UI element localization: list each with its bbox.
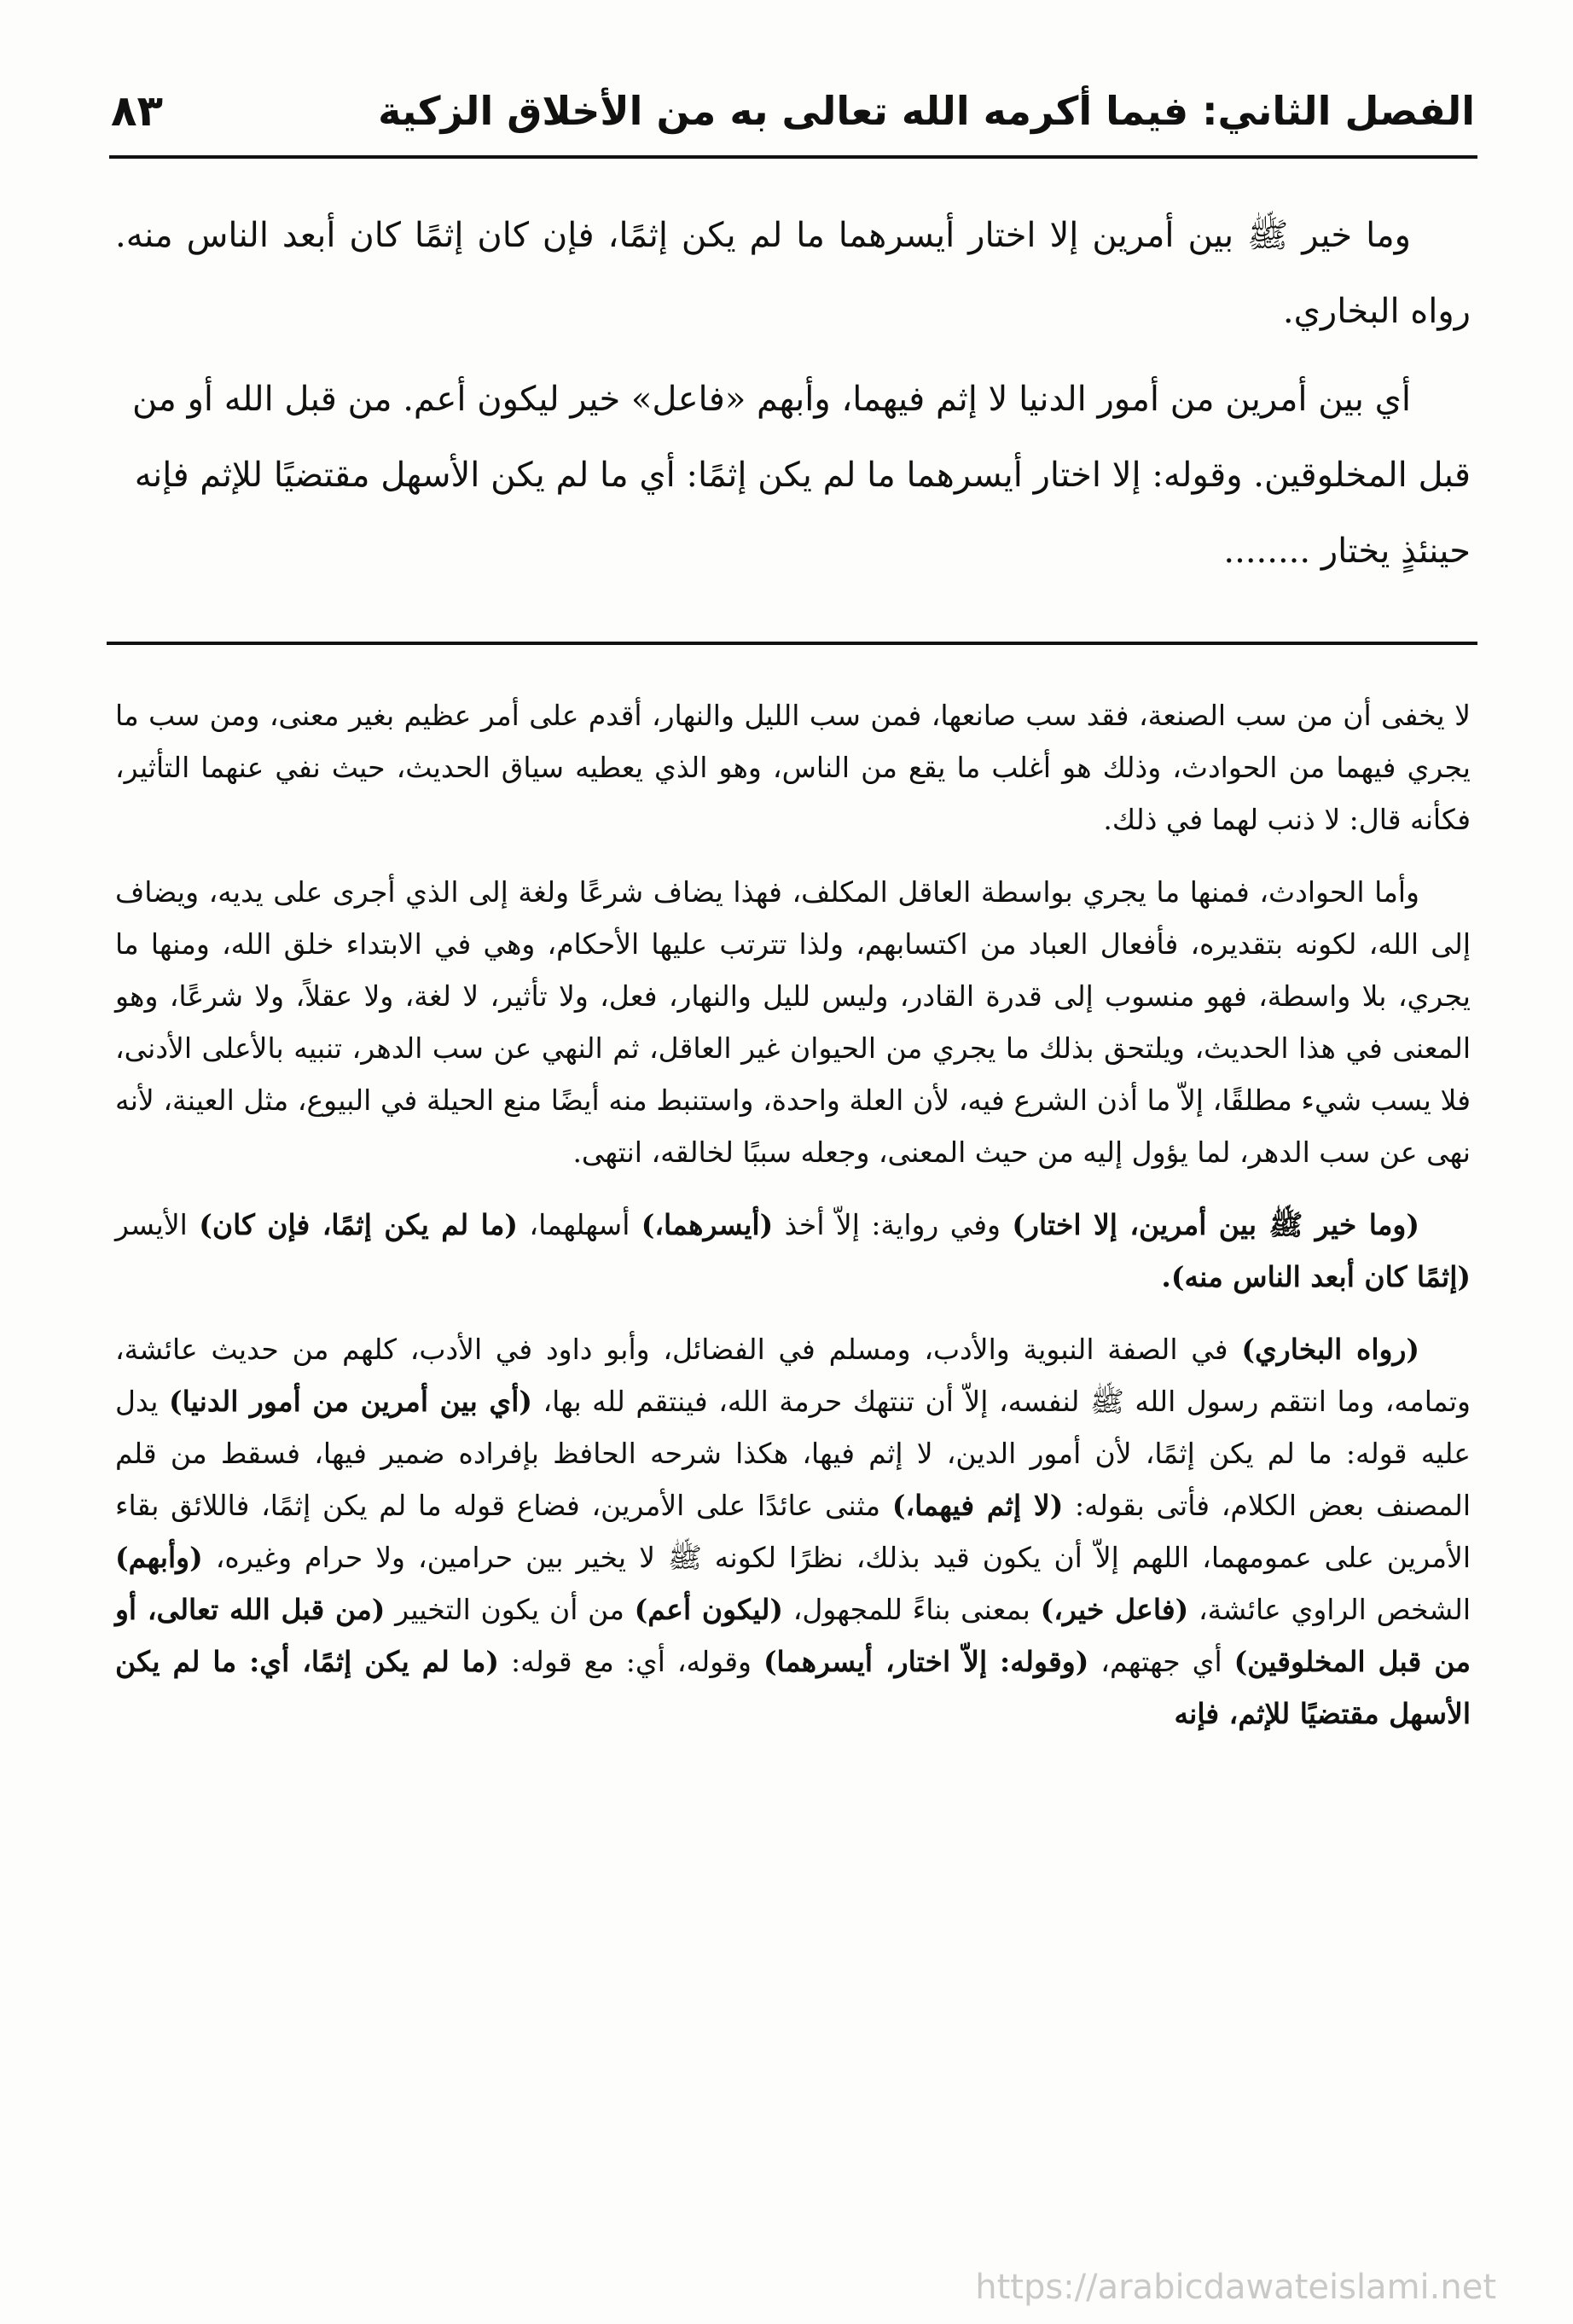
main-paragraph-1: وما خير ﷺ بين أمرين إلا اختار أيسرهما ما لم يكن إثمًا، فإن كان إثمًا كان أبعد الناس منه. رواه البخاري. <box>115 216 1471 331</box>
chapter-title: الفصل الثاني: فيما أكرمه الله تعالى به من الأخلاق الزكية <box>378 88 1475 134</box>
quoted-phrase: (أي بين أمرين من أمور الدنيا) <box>169 1385 532 1418</box>
quoted-phrase: (أيسرهما،) <box>641 1208 774 1241</box>
commentary-text-span: يدل عليه قوله: ما لم يكن إثمًا، لأن أمور الدين، لا إثم فيها، هكذا شرحه الحافظ بإفراده ضمير فيها، فسقط من قلم المصنف بعض الكلام، فأتى بقوله: <box>115 1385 1471 1522</box>
quoted-phrase: (ليكون أعم) <box>634 1593 783 1626</box>
main-paragraph-2: أي بين أمرين من أمور الدنيا لا إثم فيهما، وأبهم «فاعل» خير ليكون أعم. من قبل الله أو من قبل المخلوقين. وقوله: إلا اختار أيسرهما ما لم يكن إثمًا: أي ما لم يكن الأسهل مقتضيًا للإثم فإنه حينئذٍ يختار ........ <box>131 380 1471 571</box>
commentary-text-span: بمعنى بناءً للمجهول، <box>782 1593 1041 1626</box>
commentary-text-span: وقوله، أي: مع قوله: <box>499 1645 763 1678</box>
commentary-text-span: أسهلهما، <box>518 1208 641 1241</box>
commentary-text-span: مثنى عائدًا على الأمرين، فضاع قوله ما لم يكن إثمًا، فاللائق بقاء الأمرين على عمومهما، اللهم إلاّ أن يكون قيد بذلك، نظرًا لكونه ﷺ لا يخير بين حرامين، ولا حرام وغيره، <box>115 1489 1471 1574</box>
quoted-phrase: (لا إثم فيهما،) <box>891 1489 1064 1522</box>
watermark-url: https://arabicdawateislami.net <box>975 2268 1496 2307</box>
commentary-text-span: في الصفة النبوية والأدب، ومسلم في الفضائل، وأبو داود في الأدب، كلهم من حديث عائشة، وتمامه، وما انتقم رسول الله ﷺ لنفسه، إلاّ أن تنتهك حرمة الله، فينتقم لله بها، <box>115 1333 1471 1418</box>
quoted-phrase: (رواه البخاري) <box>1241 1333 1419 1366</box>
commentary-paragraph-4 <box>115 1323 1471 1740</box>
quoted-phrase: (وما خير ﷺ بين أمرين، إلا اختار) <box>1012 1208 1419 1241</box>
commentary-text-span: الأيسر <box>115 1208 200 1241</box>
footnote-separator <box>107 642 1477 645</box>
commentary-paragraph-1: لا يخفى أن من سب الصنعة، فقد سب صانعها، فمن سب الليل والنهار، أقدم على أمر عظيم بغير معنى، ومن سب ما يجري فيهما من الحوادث، وذلك هو أغلب ما يقع من الناس، وهو الذي يعطيه سياق الحديث، حيث نفي عنهما التأثير، فكأنه قال: لا ذنب لهما في ذلك. <box>115 699 1471 836</box>
commentary-text-span: الشخص الراوي عائشة، <box>1188 1593 1471 1626</box>
quoted-phrase: (وأبهم) <box>115 1541 203 1574</box>
main-text <box>115 198 1471 601</box>
commentary-paragraph-3 <box>115 1199 1471 1303</box>
commentary-text-span: وفي رواية: إلاّ أخذ <box>773 1208 1013 1241</box>
commentary-text-span: من أن يكون التخيير <box>385 1593 635 1626</box>
quoted-phrase: (من قبل الله تعالى، أو من قبل المخلوقين) <box>115 1593 1471 1678</box>
quoted-phrase: (ما لم يكن إثمًا، فإن كان) <box>199 1208 518 1241</box>
quoted-phrase: (وقوله: إلاّ اختار، أيسرهما) <box>763 1645 1089 1678</box>
commentary-paragraph-2: وأما الحوادث، فمنها ما يجري بواسطة العاقل المكلف، فهذا يضاف شرعًا ولغة إلى الذي أجرى على يديه، ويضاف إلى الله، لكونه بتقديره، فأفعال العباد من اكتسابهم، ولذا تترتب عليها الأحكام، وهي في الابتداء خلق الله، ومنها ما يجري، بلا واسطة، فهو منسوب إلى قدرة القادر، وليس لليل والنهار، فعل، ولا تأثير، لا لغة، ولا عقلاً، ولا شرعًا، وهو المعنى في هذا الحديث، ويلتحق بذلك ما يجري من الحيوان غير العاقل، ثم النهي عن سب الدهر، تنبيه بالأعلى الأدنى، فلا يسب شيء مطلقًا، إلاّ ما أذن الشرع فيه، لأن العلة واحدة، واستنبط منه أيضًا منع الحيلة في البيوع، مثل العينة، لأنه نهى عن سب الدهر، لما يؤول إليه من حيث المعنى، وجعله سببًا لخالقه، انتهى. <box>115 875 1471 1169</box>
commentary-text-span: أي جهتهم، <box>1088 1645 1234 1678</box>
header-rule <box>109 155 1477 159</box>
quoted-phrase: (فاعل خير،) <box>1040 1593 1189 1626</box>
quoted-phrase: (إثمًا كان أبعد الناس منه). <box>1161 1260 1471 1293</box>
quoted-phrase: (ما لم يكن إثمًا، أي: ما لم يكن الأسهل مقتضيًا للإثم، فإنه <box>115 1645 1471 1730</box>
page-number: ٨٣ <box>111 86 164 136</box>
commentary-text <box>115 689 1471 1760</box>
page-header <box>111 75 1475 147</box>
